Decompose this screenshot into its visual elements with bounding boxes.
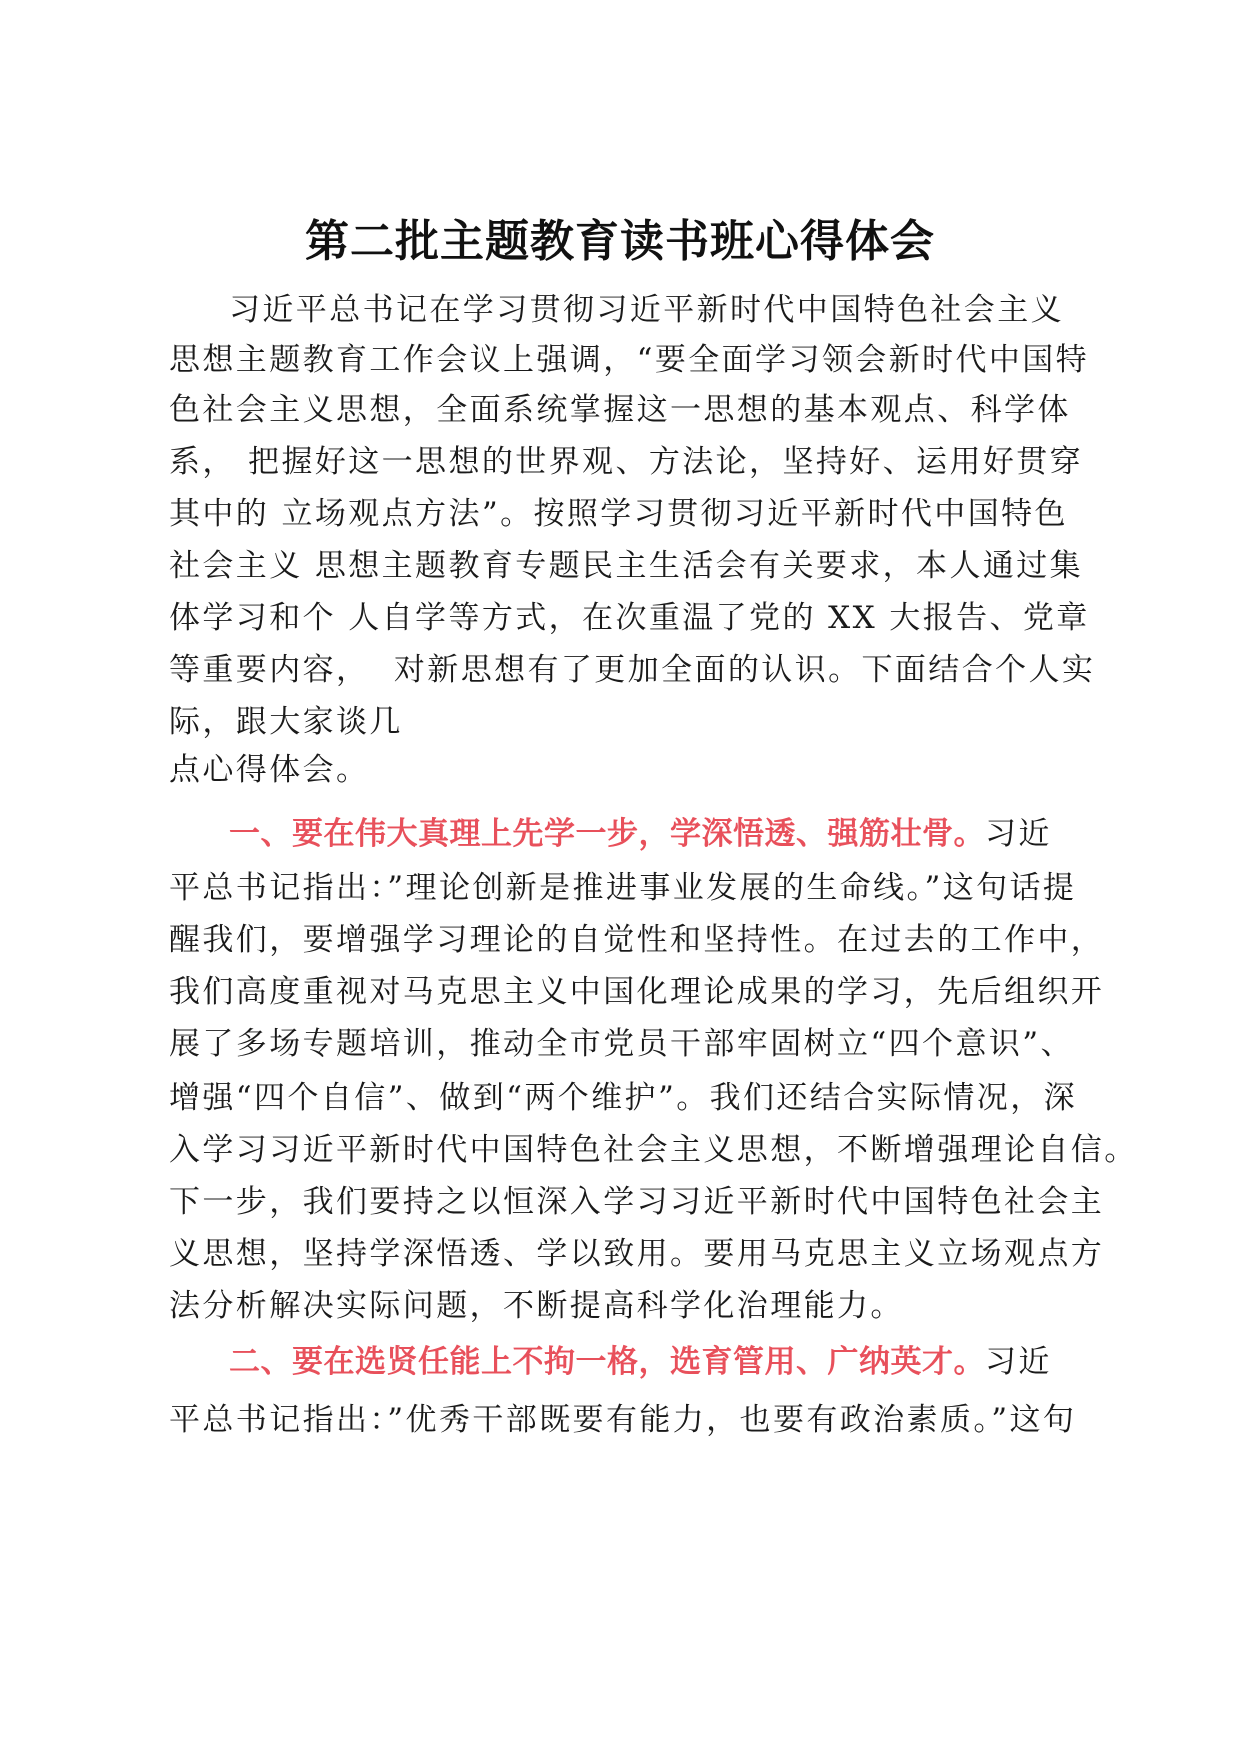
section-1-line: 展了多场专题培训，推动全市党员干部牢固树立“四个意识”、: [169, 1026, 1074, 1062]
section-1-line: 法分析解决实际问题，不断提高科学化治理能力。: [169, 1288, 904, 1324]
intro-line: 体学习和个 人自学等方式，在次重温了党的 XX 大报告、党章: [169, 600, 1090, 636]
section-2-heading: 二、要在选贤任能上不拘一格，选育管用、广纳英才。: [229, 1344, 985, 1380]
section-1-first-line: [229, 812, 1052, 856]
section-1-line: 我们高度重视对马克思主义中国化理论成果的学习，先后组织开: [169, 974, 1105, 1010]
intro-line: 点心得体会。: [169, 752, 370, 788]
intro-line: 社会主义 思想主题教育专题民主生活会有关要求，本人通过集: [169, 548, 1084, 584]
section-1-line: 入学习习近平新时代中国特色社会主义思想，不断增强理论自信。: [169, 1132, 1138, 1168]
intro-line: 其中的 立场观点方法”。按照学习贯彻习近平新时代中国特色: [169, 496, 1068, 532]
section-2-first-line: [229, 1340, 1052, 1384]
intro-line: 色社会主义思想，全面系统掌握这一思想的基本观点、科学体: [169, 392, 1071, 428]
intro-line: 际，跟大家谈几: [169, 704, 403, 740]
section-1-line: 增强“四个自信”、做到“两个维护”。我们还结合实际情况，深: [169, 1080, 1077, 1116]
section-2-line: 平总书记指出：”优秀干部既要有能力，也要有政治素质。”这句: [169, 1402, 1077, 1438]
section-1-line: 平总书记指出：”理论创新是推进事业发展的生命线。”这句话提: [169, 870, 1077, 906]
intro-line: 思想主题教育工作会议上强调，“要全面学习领会新时代中国特: [169, 342, 1090, 378]
section-2-first-line-rest: 习近: [985, 1344, 1052, 1380]
section-1-heading: 一、要在伟大真理上先学一步，学深悟透、强筋壮骨。: [229, 816, 985, 852]
intro-line: 系， 把握好这一思想的世界观、方法论，坚持好、运用好贯穿: [169, 444, 1084, 480]
section-1-line: 醒我们，要增强学习理论的自觉性和坚持性。在过去的工作中，: [169, 922, 1105, 958]
document-title: 第二批主题教育读书班心得体会: [305, 216, 935, 267]
intro-line: 习近平总书记在学习贯彻习近平新时代中国特色社会主义: [229, 292, 1064, 328]
intro-line: 等重要内容， 对新思想有了更加全面的认识。下面结合个人实: [169, 652, 1096, 688]
section-1-line: 义思想，坚持学深悟透、学以致用。要用马克思主义立场观点方: [169, 1236, 1105, 1272]
section-1-line: 下一步，我们要持之以恒深入学习习近平新时代中国特色社会主: [169, 1184, 1105, 1220]
section-1-first-line-rest: 习近: [985, 816, 1052, 852]
